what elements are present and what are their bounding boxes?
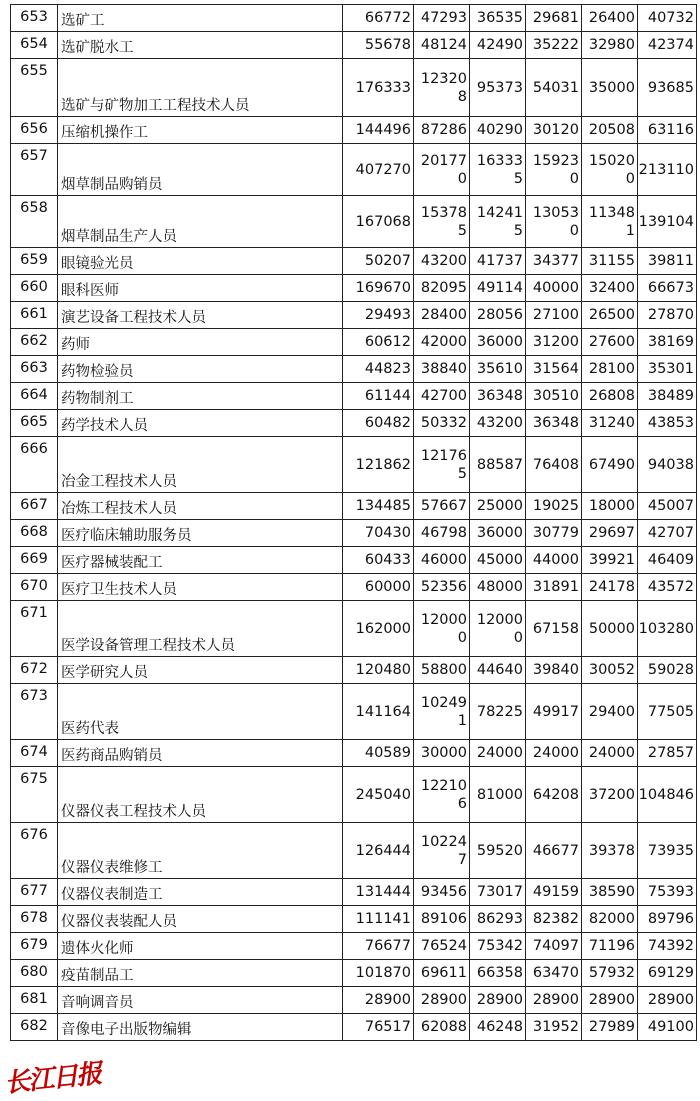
salary-value-3: 42490 [470,32,526,59]
table-row [11,879,697,906]
salary-value-4: 24000 [526,740,582,767]
salary-value-5: 29400 [582,684,638,740]
salary-value-1: 40589 [343,740,414,767]
occupation-name: 眼镜验光员 [58,248,343,275]
watermark-logo: 长江日报 [2,1059,102,1099]
row-number: 673 [11,684,58,740]
salary-value-4: 36348 [526,410,582,437]
salary-value-5: 26400 [582,5,638,32]
salary-value-4: 40000 [526,275,582,302]
salary-value-3: 36000 [470,520,526,547]
salary-value-6: 213110 [638,144,697,196]
row-number: 674 [11,740,58,767]
salary-value-2: 28400 [414,302,470,329]
salary-value-2: 42000 [414,329,470,356]
row-number: 667 [11,493,58,520]
salary-value-6: 94038 [638,437,697,493]
salary-value-5: 150200 [582,144,638,196]
occupation-name: 医学研究人员 [58,657,343,684]
salary-value-5: 30052 [582,657,638,684]
salary-value-5: 35000 [582,59,638,117]
row-number: 657 [11,144,58,196]
salary-value-5: 29697 [582,520,638,547]
occupation-name: 压缩机操作工 [58,117,343,144]
salary-value-6: 66673 [638,275,697,302]
salary-value-6: 69129 [638,960,697,987]
salary-value-1: 55678 [343,32,414,59]
salary-value-6: 63116 [638,117,697,144]
salary-value-4: 82382 [526,906,582,933]
occupation-name: 音像电子出版物编辑 [58,1014,343,1041]
row-number: 675 [11,767,58,823]
salary-value-1: 60612 [343,329,414,356]
salary-value-6: 74392 [638,933,697,960]
salary-value-4: 76408 [526,437,582,493]
salary-value-3: 28056 [470,302,526,329]
table-row [11,117,697,144]
salary-value-6: 49100 [638,1014,697,1041]
occupation-name: 选矿工 [58,5,343,32]
salary-value-1: 162000 [343,601,414,657]
salary-value-1: 76517 [343,1014,414,1041]
table-body [11,5,697,1041]
salary-value-1: 28900 [343,987,414,1014]
salary-value-6: 73935 [638,823,697,879]
salary-value-5: 50000 [582,601,638,657]
salary-value-3: 86293 [470,906,526,933]
salary-value-3: 46248 [470,1014,526,1041]
table-row [11,356,697,383]
table-row [11,960,697,987]
salary-value-5: 27989 [582,1014,638,1041]
salary-value-3: 66358 [470,960,526,987]
salary-value-5: 26808 [582,383,638,410]
salary-value-3: 44640 [470,657,526,684]
salary-value-2: 123208 [414,59,470,117]
salary-value-6: 42374 [638,32,697,59]
salary-value-2: 46000 [414,547,470,574]
occupation-name: 疫苗制品工 [58,960,343,987]
row-number: 663 [11,356,58,383]
salary-value-2: 38840 [414,356,470,383]
salary-value-5: 39378 [582,823,638,879]
occupation-name: 药学技术人员 [58,410,343,437]
salary-value-5: 31155 [582,248,638,275]
row-number: 664 [11,383,58,410]
salary-value-3: 78225 [470,684,526,740]
salary-value-2: 47293 [414,5,470,32]
row-number: 655 [11,59,58,117]
salary-value-1: 44823 [343,356,414,383]
salary-value-4: 130530 [526,196,582,248]
salary-value-1: 60000 [343,574,414,601]
occupation-name: 冶炼工程技术人员 [58,493,343,520]
salary-value-6: 59028 [638,657,697,684]
salary-value-2: 48124 [414,32,470,59]
row-number: 681 [11,987,58,1014]
salary-value-6: 38169 [638,329,697,356]
salary-value-3: 24000 [470,740,526,767]
occupation-name: 医学设备管理工程技术人员 [58,601,343,657]
salary-value-4: 63470 [526,960,582,987]
table-row [11,684,697,740]
table-row [11,906,697,933]
salary-value-5: 26500 [582,302,638,329]
occupation-name: 音响调音员 [58,987,343,1014]
table-row [11,144,697,196]
salary-value-6: 103280 [638,601,697,657]
occupation-name: 医疗器械装配工 [58,547,343,574]
salary-value-5: 28900 [582,987,638,1014]
salary-value-5: 71196 [582,933,638,960]
salary-value-2: 89106 [414,906,470,933]
salary-value-4: 54031 [526,59,582,117]
salary-value-4: 27100 [526,302,582,329]
salary-value-2: 153785 [414,196,470,248]
salary-value-4: 28900 [526,987,582,1014]
salary-value-4: 30510 [526,383,582,410]
salary-value-2: 58800 [414,657,470,684]
salary-value-2: 43200 [414,248,470,275]
table-row [11,248,697,275]
salary-value-5: 37200 [582,767,638,823]
table-row [11,275,697,302]
salary-value-6: 28900 [638,987,697,1014]
salary-value-3: 41737 [470,248,526,275]
salary-value-3: 36000 [470,329,526,356]
salary-value-4: 34377 [526,248,582,275]
salary-value-1: 60433 [343,547,414,574]
salary-value-5: 113481 [582,196,638,248]
occupation-name: 医药代表 [58,684,343,740]
salary-value-3: 40290 [470,117,526,144]
salary-value-1: 29493 [343,302,414,329]
occupation-name: 选矿脱水工 [58,32,343,59]
salary-value-5: 27600 [582,329,638,356]
occupation-name: 医药商品购销员 [58,740,343,767]
row-number: 666 [11,437,58,493]
salary-value-4: 159230 [526,144,582,196]
salary-value-4: 46677 [526,823,582,879]
salary-value-4: 31891 [526,574,582,601]
salary-value-5: 39921 [582,547,638,574]
salary-value-3: 35610 [470,356,526,383]
salary-value-1: 245040 [343,767,414,823]
row-number: 680 [11,960,58,987]
table-row [11,547,697,574]
salary-value-4: 29681 [526,5,582,32]
salary-value-5: 57932 [582,960,638,987]
salary-value-3: 95373 [470,59,526,117]
row-number: 678 [11,906,58,933]
salary-value-2: 42700 [414,383,470,410]
table-row [11,987,697,1014]
table-row [11,520,697,547]
table-row [11,437,697,493]
salary-value-6: 27870 [638,302,697,329]
row-number: 660 [11,275,58,302]
occupation-name: 药物制剂工 [58,383,343,410]
salary-value-1: 144496 [343,117,414,144]
salary-value-6: 46409 [638,547,697,574]
salary-value-3: 36348 [470,383,526,410]
salary-value-6: 27857 [638,740,697,767]
row-number: 672 [11,657,58,684]
salary-value-1: 101870 [343,960,414,987]
table-row [11,601,697,657]
salary-value-3: 73017 [470,879,526,906]
row-number: 653 [11,5,58,32]
occupation-name: 仪器仪表制造工 [58,879,343,906]
salary-value-3: 49114 [470,275,526,302]
salary-value-6: 39811 [638,248,697,275]
salary-value-1: 111141 [343,906,414,933]
salary-value-6: 139104 [638,196,697,248]
salary-value-5: 67490 [582,437,638,493]
row-number: 665 [11,410,58,437]
occupation-name: 冶金工程技术人员 [58,437,343,493]
salary-value-3: 45000 [470,547,526,574]
occupation-name: 演艺设备工程技术人员 [58,302,343,329]
row-number: 661 [11,302,58,329]
salary-value-6: 35301 [638,356,697,383]
occupation-name: 遗体火化师 [58,933,343,960]
row-number: 656 [11,117,58,144]
salary-value-6: 42707 [638,520,697,547]
salary-value-5: 24000 [582,740,638,767]
salary-value-2: 102247 [414,823,470,879]
salary-value-5: 20508 [582,117,638,144]
row-number: 676 [11,823,58,879]
salary-table [10,4,697,1041]
occupation-name: 烟草制品生产人员 [58,196,343,248]
row-number: 679 [11,933,58,960]
salary-value-3: 25000 [470,493,526,520]
salary-value-1: 407270 [343,144,414,196]
table-row [11,933,697,960]
salary-value-4: 64208 [526,767,582,823]
row-number: 654 [11,32,58,59]
salary-value-4: 35222 [526,32,582,59]
salary-value-6: 38489 [638,383,697,410]
salary-value-1: 76677 [343,933,414,960]
salary-value-1: 167068 [343,196,414,248]
salary-value-1: 121862 [343,437,414,493]
occupation-name: 医疗临床辅助服务员 [58,520,343,547]
salary-value-4: 39840 [526,657,582,684]
salary-value-5: 28100 [582,356,638,383]
salary-value-2: 201770 [414,144,470,196]
salary-value-5: 31240 [582,410,638,437]
salary-value-6: 104846 [638,767,697,823]
row-number: 662 [11,329,58,356]
row-number: 669 [11,547,58,574]
salary-value-4: 44000 [526,547,582,574]
salary-value-5: 82000 [582,906,638,933]
salary-value-4: 19025 [526,493,582,520]
salary-value-2: 87286 [414,117,470,144]
salary-value-2: 120000 [414,601,470,657]
row-number: 668 [11,520,58,547]
table-row [11,767,697,823]
salary-value-1: 126444 [343,823,414,879]
salary-value-6: 75393 [638,879,697,906]
salary-value-5: 38590 [582,879,638,906]
salary-value-2: 46798 [414,520,470,547]
row-number: 677 [11,879,58,906]
salary-value-1: 66772 [343,5,414,32]
salary-value-2: 82095 [414,275,470,302]
salary-value-6: 93685 [638,59,697,117]
salary-value-4: 30120 [526,117,582,144]
salary-value-1: 131444 [343,879,414,906]
salary-value-3: 28900 [470,987,526,1014]
row-number: 682 [11,1014,58,1041]
salary-value-2: 62088 [414,1014,470,1041]
table-row [11,493,697,520]
salary-value-3: 43200 [470,410,526,437]
salary-value-2: 57667 [414,493,470,520]
salary-value-1: 70430 [343,520,414,547]
row-number: 658 [11,196,58,248]
occupation-name: 仪器仪表维修工 [58,823,343,879]
salary-value-3: 163335 [470,144,526,196]
table-row [11,302,697,329]
salary-value-6: 45007 [638,493,697,520]
salary-value-1: 141164 [343,684,414,740]
salary-value-5: 32400 [582,275,638,302]
table-row [11,657,697,684]
table-row [11,1014,697,1041]
table-row [11,329,697,356]
salary-value-2: 121765 [414,437,470,493]
occupation-name: 烟草制品购销员 [58,144,343,196]
salary-value-1: 176333 [343,59,414,117]
salary-value-6: 77505 [638,684,697,740]
salary-value-3: 142415 [470,196,526,248]
occupation-name: 药物检验员 [58,356,343,383]
salary-value-4: 49917 [526,684,582,740]
table-row [11,196,697,248]
salary-value-1: 61144 [343,383,414,410]
salary-value-4: 30779 [526,520,582,547]
table-row [11,383,697,410]
salary-value-2: 122106 [414,767,470,823]
salary-value-3: 75342 [470,933,526,960]
salary-value-4: 31952 [526,1014,582,1041]
salary-value-1: 60482 [343,410,414,437]
salary-value-4: 74097 [526,933,582,960]
salary-value-1: 50207 [343,248,414,275]
salary-value-3: 36535 [470,5,526,32]
table-row [11,5,697,32]
salary-value-6: 43572 [638,574,697,601]
occupation-name: 选矿与矿物加工工程技术人员 [58,59,343,117]
occupation-name: 药师 [58,329,343,356]
salary-value-4: 31200 [526,329,582,356]
salary-value-2: 102491 [414,684,470,740]
salary-value-3: 81000 [470,767,526,823]
salary-value-2: 93456 [414,879,470,906]
row-number: 670 [11,574,58,601]
salary-value-6: 43853 [638,410,697,437]
table-row [11,574,697,601]
salary-value-4: 49159 [526,879,582,906]
salary-value-5: 32980 [582,32,638,59]
table-row [11,59,697,117]
occupation-name: 仪器仪表工程技术人员 [58,767,343,823]
salary-value-1: 169670 [343,275,414,302]
occupation-name: 仪器仪表装配人员 [58,906,343,933]
occupation-name: 医疗卫生技术人员 [58,574,343,601]
salary-value-2: 28900 [414,987,470,1014]
salary-value-6: 89796 [638,906,697,933]
salary-value-2: 52356 [414,574,470,601]
salary-value-1: 120480 [343,657,414,684]
salary-value-4: 67158 [526,601,582,657]
salary-value-5: 24178 [582,574,638,601]
salary-value-2: 69611 [414,960,470,987]
salary-value-2: 50332 [414,410,470,437]
table-row [11,823,697,879]
salary-value-6: 40732 [638,5,697,32]
salary-value-1: 134485 [343,493,414,520]
salary-value-3: 120000 [470,601,526,657]
salary-value-4: 31564 [526,356,582,383]
occupation-name: 眼科医师 [58,275,343,302]
salary-value-2: 30000 [414,740,470,767]
salary-value-3: 59520 [470,823,526,879]
table-row [11,740,697,767]
row-number: 659 [11,248,58,275]
table-row [11,410,697,437]
table-row [11,32,697,59]
salary-value-3: 88587 [470,437,526,493]
row-number: 671 [11,601,58,657]
salary-value-3: 48000 [470,574,526,601]
salary-value-2: 76524 [414,933,470,960]
salary-value-5: 18000 [582,493,638,520]
